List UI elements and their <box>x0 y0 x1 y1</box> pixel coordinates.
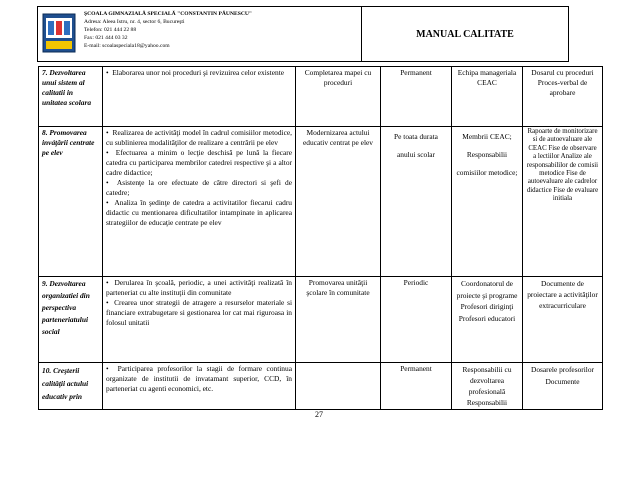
result-cell <box>296 363 381 410</box>
evidence-cell: Rapoarte de monitorizare si de autoevaluare ale CEAC Fise de observare a lectiilor Analize ale responsabililor de comisii metodice Fise de autoevaluare ale cadrelor didactice Fise de evaluare initiala <box>523 127 603 277</box>
term-cell: Periodic <box>381 277 452 363</box>
responsible-cell: Membrii CEAC; Responsabilii comisiilor metodice; <box>452 127 523 277</box>
school-email: E-mail: scoalaspeciala18@yahoo.com <box>84 43 170 49</box>
school-address: Adresa: Aleea Istru, nr. 4, sector 6, Bucureşti <box>84 19 185 25</box>
result-cell: Completarea mapei cu proceduri <box>296 67 381 127</box>
page-number: 27 <box>315 410 323 419</box>
table-row <box>39 127 603 277</box>
quality-plan-table <box>38 66 603 410</box>
action-item: • Analiza în şedinţe de catedra a activitatilor fiecarui cadru didactic cu mentionarea dificultatilor intampinate in aplicarea strategiilor de educaţie centrate pe elev <box>106 198 292 228</box>
school-logo-icon <box>42 13 76 53</box>
action-item: • Elaborarea unor noi proceduri şi revizuirea celor existente <box>106 68 292 78</box>
responsible-cell: Responsabilii cu dezvoltarea profesională Responsabilii <box>452 363 523 410</box>
action-item: • Derularea în şcoală, periodic, a unei activităţi realizată în parteneriat cu alte instituţii din comunitate <box>106 278 292 298</box>
result-cell: Promovarea unităţii şcolare în comunitate <box>296 277 381 363</box>
actions-cell <box>103 127 296 277</box>
action-item: • Efectuarea a minim o lecţie deschisă pe lună la fiecare catedra cu participarea membrilor catedrei respective şi a altor cadre didactice; <box>106 148 292 178</box>
school-phone: Telefon: 021 444 22 88 <box>84 27 137 33</box>
term-cell: Permanent <box>381 363 452 410</box>
evidence-cell: Dosarul cu proceduri Proces-verbal de aprobare <box>523 67 603 127</box>
term-cell: Permanent <box>381 67 452 127</box>
action-item: • Crearea unor strategii de atragere a resurselor materiale si financiare extrabugetare si gestionarea lor cat mai riguroasa in folosul unitatii <box>106 298 292 328</box>
actions-cell <box>103 67 296 127</box>
objective-cell: 10. Creşterii calităţii actului educativ prin <box>39 363 103 410</box>
table-row <box>39 277 603 363</box>
evidence-cell: Documente de proiectare a activităţilor extracurriculare <box>523 277 603 363</box>
objective-cell: 7. Dezvoltarea unui sistem al calitatii in unitatea scolara <box>39 67 103 127</box>
term-cell: Pe toata durata anului scolar <box>381 127 452 277</box>
action-item: • Realizarea de activităţi model în cadrul comisiilor metodice, cu sublinierea modalităţilor de realizare a centrării pe elev <box>106 128 292 148</box>
actions-cell <box>103 363 296 410</box>
school-fax: Fax: 021 444 03 32 <box>84 35 128 41</box>
action-item: • Asistenţe la ore efectuate de către directori si şefi de catedre; <box>106 178 292 198</box>
responsible-cell: Echipa manageriala CEAC <box>452 67 523 127</box>
table-row <box>39 67 603 127</box>
responsible-cell: Coordonatorul de proiecte şi programe Profesori diriginţi Profesori educatori <box>452 277 523 363</box>
manual-title: MANUAL CALITATE <box>416 28 514 40</box>
evidence-cell: Dosarele profesorilor Documente <box>523 363 603 410</box>
actions-cell <box>103 277 296 363</box>
school-info-block <box>38 7 362 61</box>
action-item: • Participarea profesorilor la stagii de formare continua organizate de institutii de invatamant superior, CCD, în parteneriat cu agenti economici, etc. <box>106 364 292 394</box>
school-name: ŞCOALA GIMNAZIALĂ SPECIALĂ "CONSTANTIN PĂUNESCU" <box>84 11 253 17</box>
document-header <box>37 6 569 62</box>
objective-cell: 8. Promovarea inváţării centrate pe elev <box>39 127 103 277</box>
table-row <box>39 363 603 410</box>
objective-cell: 9. Dezvoltarea organizatiei din perspectiva parteneriatului social <box>39 277 103 363</box>
result-cell: Modernizarea actului educativ centrat pe elev <box>296 127 381 277</box>
